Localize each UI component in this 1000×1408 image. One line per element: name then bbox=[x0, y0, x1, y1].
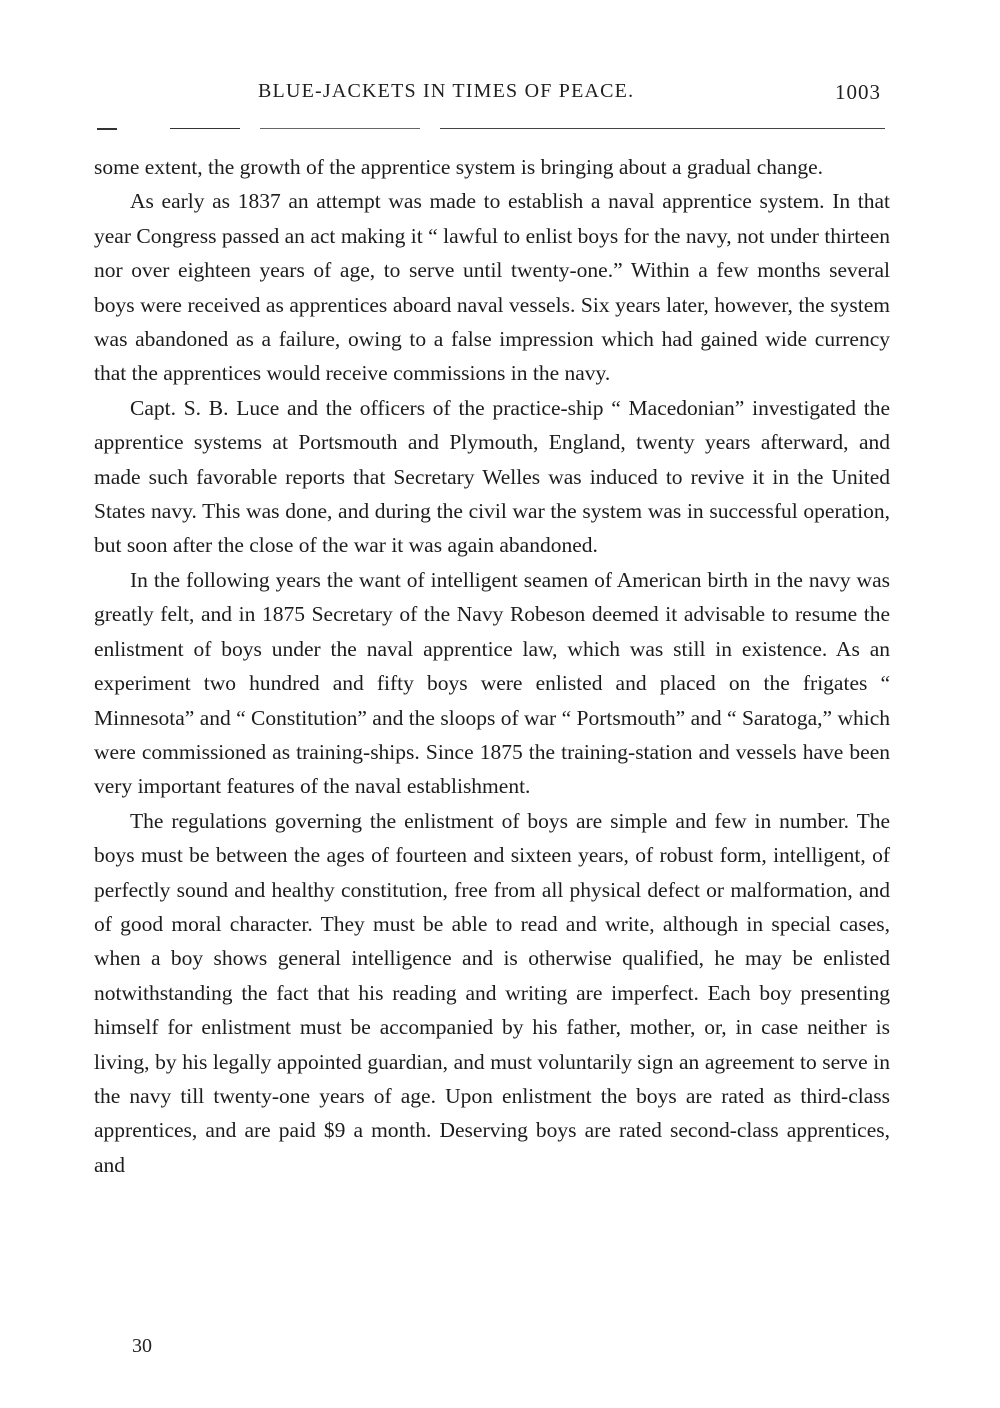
signature-mark: 30 bbox=[132, 1335, 152, 1357]
paragraph-continuation: some extent, the growth of the apprentice system is bringing about a gradual change. bbox=[94, 155, 823, 179]
paragraph-1837-attempt: As early as 1837 an attempt was made to establish a naval apprentice system. In that year Congress passed an act making it “ lawful to enlist boys for the navy, not under thirteen nor over eighteen years of age, to serve until twenty-one.” Within a few months several boys were received as apprentices aboard naval vessels. Six years later, however, the system was abandoned as a failure, owing to a false impression which had gained wide currency that the apprentices would receive commissions in the navy. bbox=[94, 189, 890, 386]
paragraph-1875-resumption: In the following years the want of intelligent seamen of American birth in the navy was greatly felt, and in 1875 Secretary of the Navy Robeson deemed it advisable to resume the enlistment of boys under the naval apprentice law, which was still in existence. As an experiment two hundred and fifty boys were enlisted and placed on the frigates “ Minnesota” and “ Constitution” and the sloops of war “ Portsmouth” and “ Saratoga,” which were commissioned as training-ships. Since 1875 the training-station and vessels have been very important features of the naval establishment. bbox=[94, 567, 890, 799]
paragraph-regulations: The regulations governing the enlistment of boys are simple and few in number. The boys must be between the ages of fourteen and sixteen years, of robust form, intelligent, of perfectly sound and healthy constitution, free from all physical defect or malformation, and of good moral character. They must be able to read and write, although in special cases, when a boy shows general intelligence and is otherwise qualified, he may be enlisted notwithstanding the fact that his reading and writing are imperfect. Each boy presenting himself for enlistment must be accompanied by his father, mother, or, in case neither is living, by his legally appointed guardian, and must voluntarily sign an agreement to serve in the navy till twenty-one years of age. Upon enlistment the boys are rated as third-class apprentices, and are paid $9 a month. Deserving boys are rated second-class apprentices, and bbox=[94, 808, 890, 1177]
running-title: BLUE-JACKETS IN TIMES OF PEACE. bbox=[258, 80, 635, 102]
page-number: 1003 bbox=[835, 80, 881, 104]
body-text bbox=[94, 150, 890, 1182]
header-rule-stub bbox=[97, 128, 117, 130]
header-rule bbox=[170, 128, 885, 129]
paragraph-luce-revival: Capt. S. B. Luce and the officers of the practice-ship “ Macedonian” investigated the apprentice systems at Portsmouth and Plymouth, England, twenty years afterward, and made such favorable reports that Secretary Welles was induced to revive it in the United States navy. This was done, and during the civil war the system was in successful operation, but soon after the close of the war it was again abandoned. bbox=[94, 395, 890, 558]
